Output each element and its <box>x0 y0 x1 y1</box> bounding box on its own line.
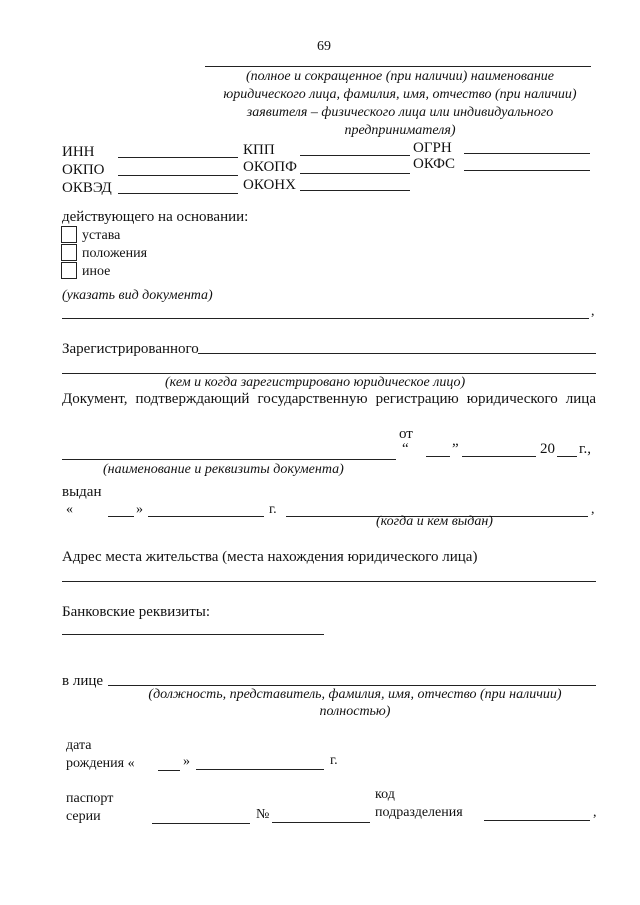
okopf-field[interactable] <box>300 173 410 174</box>
kpp-label: КПП <box>243 142 275 158</box>
passport-division-line1: код <box>375 787 395 802</box>
birth-close-quote: » <box>183 754 190 769</box>
registration-doc-field[interactable] <box>62 459 396 460</box>
okved-label: ОКВЭД <box>62 180 112 196</box>
okpo-label: ОКПО <box>62 162 105 178</box>
representative-field[interactable] <box>108 685 596 686</box>
applicant-caption-line3: заявителя – физического лица или индивидуального <box>246 105 554 120</box>
basis-trailing-comma: , <box>591 304 595 319</box>
applicant-caption-line2: юридического лица, фамилия, имя, отчество (при наличии) <box>223 87 577 102</box>
registration-month-field[interactable] <box>462 456 536 457</box>
representative-label: в лице <box>62 673 104 689</box>
birth-month-year-field[interactable] <box>196 769 324 770</box>
okved-field[interactable] <box>118 193 238 194</box>
ogrn-label: ОГРН <box>413 140 452 156</box>
passport-trailing-comma: , <box>593 805 597 820</box>
registration-doc-label: Документ, подтверждающий государственную регистрацию юридического лица <box>62 391 596 407</box>
okopf-label: ОКОПФ <box>243 159 297 175</box>
registered-field[interactable] <box>198 353 596 354</box>
page-number: 69 <box>317 39 331 54</box>
birth-label-line2: рождения « <box>66 756 135 771</box>
registration-close-quote: ” <box>452 441 459 457</box>
registered-label: Зарегистрированного <box>62 341 199 357</box>
basis-charter-checkbox[interactable] <box>61 226 77 243</box>
issued-open-quote: « <box>66 502 73 517</box>
registration-open-quote: “ <box>402 441 409 457</box>
address-field[interactable] <box>62 581 596 582</box>
registration-year-prefix: 20 <box>540 441 555 457</box>
registration-from-label: от <box>399 426 413 442</box>
applicant-name-line[interactable] <box>205 66 591 67</box>
passport-number-sign: № <box>256 807 270 822</box>
issued-year-suffix: г. <box>269 502 277 517</box>
registered-field-line2[interactable] <box>62 373 596 374</box>
representative-caption-line1: (должность, представитель, фамилия, имя, отчество (при наличии) <box>148 687 562 702</box>
issued-month-year-field[interactable] <box>148 516 264 517</box>
basis-regulation-checkbox[interactable] <box>61 244 77 261</box>
basis-document-field[interactable] <box>62 318 589 319</box>
basis-label: действующего на основании: <box>62 209 249 225</box>
okonh-field[interactable] <box>300 190 410 191</box>
okfs-label: ОКФС <box>413 156 456 172</box>
okfs-field[interactable] <box>464 170 590 171</box>
applicant-caption-line1: (полное и сокращенное (при наличии) наименование <box>246 69 554 84</box>
registration-year-field[interactable] <box>557 456 577 457</box>
birth-year-suffix: г. <box>330 753 338 768</box>
applicant-caption-line4: предпринимателя) <box>344 123 456 138</box>
passport-number-field[interactable] <box>272 822 370 823</box>
bank-label: Банковские реквизиты: <box>62 604 211 620</box>
representative-caption-line2: полностью) <box>319 704 391 719</box>
registered-caption: (кем и когда зарегистрировано юридическое лицо) <box>165 375 466 390</box>
basis-other-checkbox[interactable] <box>61 262 77 279</box>
issued-close-quote: » <box>136 502 143 517</box>
issued-caption: (когда и кем выдан) <box>376 514 493 529</box>
issued-trailing-comma: , <box>591 502 595 517</box>
registration-doc-caption: (наименование и реквизиты документа) <box>103 462 344 477</box>
issued-day-field[interactable] <box>108 516 134 517</box>
bank-field[interactable] <box>62 634 324 635</box>
basis-regulation-label: положения <box>82 246 148 261</box>
issued-label: выдан <box>62 484 102 500</box>
basis-other-label: иное <box>82 264 111 279</box>
birth-day-field[interactable] <box>158 770 180 771</box>
ogrn-field[interactable] <box>464 153 590 154</box>
passport-series-field[interactable] <box>152 823 250 824</box>
okpo-field[interactable] <box>118 175 238 176</box>
passport-label-line2: серии <box>66 809 101 824</box>
basis-charter-label: устава <box>82 228 121 243</box>
passport-division-field[interactable] <box>484 820 590 821</box>
basis-specify-caption: (указать вид документа) <box>62 288 213 303</box>
registration-day-field[interactable] <box>426 456 450 457</box>
passport-division-line2: подразделения <box>375 805 463 820</box>
inn-label: ИНН <box>62 144 95 160</box>
inn-field[interactable] <box>118 157 238 158</box>
registration-year-suffix: г., <box>579 441 591 457</box>
kpp-field[interactable] <box>300 155 410 156</box>
okonh-label: ОКОНХ <box>243 177 296 193</box>
passport-label-line1: паспорт <box>66 791 114 806</box>
birth-label-line1: дата <box>66 738 92 753</box>
address-label: Адрес места жительства (места нахождения юридического лица) <box>62 549 478 565</box>
